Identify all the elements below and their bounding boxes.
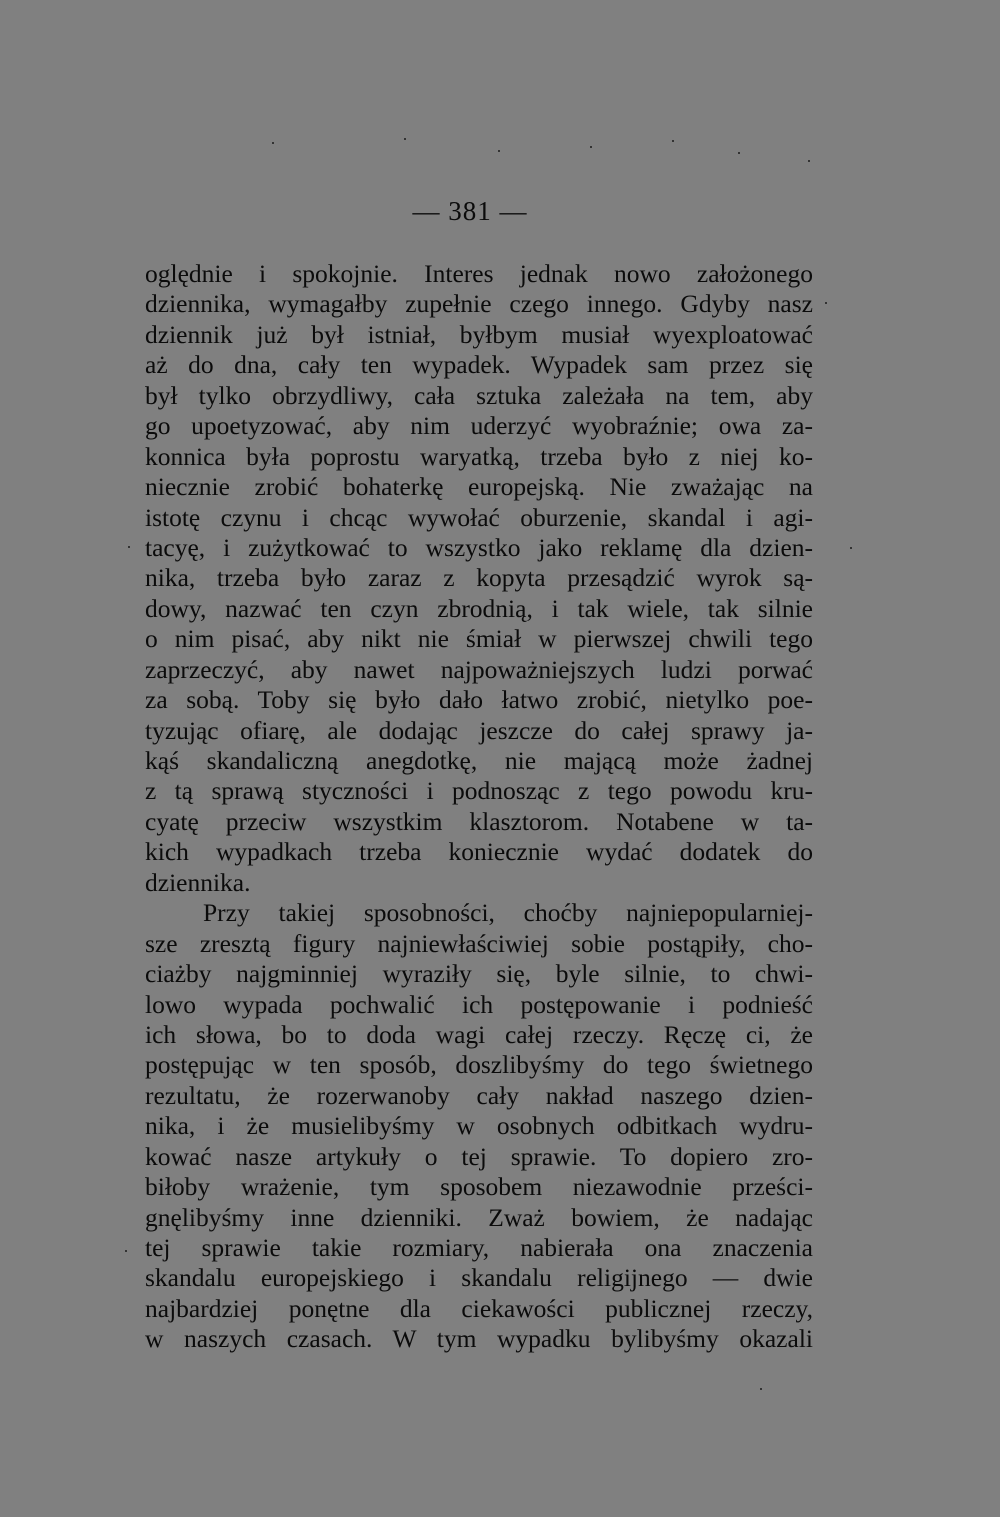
scan-speck xyxy=(808,160,810,162)
text-line: kować nasze artykuły o tej sprawie. To dopiero zro- xyxy=(145,1141,813,1171)
scan-speck xyxy=(850,547,852,549)
text-line: dziennika. xyxy=(145,867,251,897)
text-line: istotę czynu i chcąc wywołać oburzenie, skandal i agi- xyxy=(145,502,813,532)
scan-speck xyxy=(825,302,827,304)
text-line: nika, trzeba było zaraz z kopyta przesądzić wyrok są- xyxy=(145,563,813,593)
text-line: był tylko obrzydliwy, cała sztuka zależała na tem, aby xyxy=(145,380,813,410)
scan-speck xyxy=(128,546,130,548)
scan-speck xyxy=(590,146,592,148)
text-line: ich słowa, bo to doda wagi całej rzeczy. Ręczę ci, że xyxy=(145,1019,813,1049)
scan-speck xyxy=(125,1250,127,1252)
text-line: o nim pisać, aby nikt nie śmiał w pierwszej chwili tego xyxy=(145,624,813,654)
text-line: nika, i że musielibyśmy w osobnych odbitkach wydru- xyxy=(145,1111,813,1141)
text-line: konnica była poprostu waryatką, trzeba było z niej ko- xyxy=(145,441,813,471)
text-line: najbardziej ponętne dla ciekawości publicznej rzeczy, xyxy=(145,1293,813,1323)
text-line: dziennik już był istniał, byłbym musiał wyexploatować xyxy=(145,319,813,349)
text-line: gnęlibyśmy inne dzienniki. Zważ bowiem, że nadając xyxy=(145,1202,813,1232)
paragraph-1 xyxy=(145,259,813,898)
scan-speck xyxy=(272,142,274,144)
scan-speck xyxy=(498,150,500,152)
text-line: tacyę, i zużytkować to wszystko jako reklamę dla dzien- xyxy=(145,532,813,562)
text-line: go upoetyzować, aby nim uderzyć wyobraźnie; owa za- xyxy=(145,411,813,441)
scan-speck xyxy=(738,152,740,154)
text-line: oględnie i spokojnie. Interes jednak nowo założonego xyxy=(145,259,813,288)
text-line: dziennika, wymagałby zupełnie czego innego. Gdyby nasz xyxy=(145,289,813,319)
scan-speck xyxy=(404,138,406,140)
body-text xyxy=(145,259,813,1355)
text-line: aż do dna, cały ten wypadek. Wypadek sam przez się xyxy=(145,350,813,380)
text-line: postępując w ten sposób, doszlibyśmy do tego świetnego xyxy=(145,1050,813,1080)
text-line: biłoby wrażenie, tym sposobem niezawodnie prześci- xyxy=(145,1172,813,1202)
text-line: tej sprawie takie rozmiary, nabierała ona znaczenia xyxy=(145,1233,813,1262)
text-line: lowo wypada pochwalić ich postępowanie i podnieść xyxy=(145,989,813,1019)
page-number: — 381 — xyxy=(412,196,528,226)
text-line: niecznie zrobić bohaterkę europejską. Nie zważając na xyxy=(145,472,813,502)
text-line: zaprzeczyć, aby nawet najpoważniejszych ludzi porwać xyxy=(145,654,813,684)
text-line: w naszych czasach. W tym wypadku bylibyśmy okazali xyxy=(145,1324,813,1354)
text-line: kich wypadkach trzeba koniecznie wydać dodatek do xyxy=(145,837,813,867)
text-line: sze zresztą figury najniewłaściwiej sobie postąpiły, cho- xyxy=(145,928,813,958)
text-line: rezultatu, że rozerwanoby cały nakład naszego dzien- xyxy=(145,1080,813,1110)
scan-speck xyxy=(760,1388,762,1390)
text-line: kąś skandaliczną anegdotkę, nie mającą może żadnej xyxy=(145,746,813,775)
text-line: z tą sprawą styczności i podnosząc z tego powodu kru- xyxy=(145,776,813,806)
scan-speck xyxy=(672,140,674,142)
text-line: Przy takiej sposobności, choćby najniepopularniej- xyxy=(203,898,813,928)
text-line: skandalu europejskiego i skandalu religijnego — dwie xyxy=(145,1263,813,1293)
text-line: cyatę przeciw wszystkim klasztorom. Notabene w ta- xyxy=(145,806,813,836)
text-line: dowy, nazwać ten czyn zbrodnią, i tak wiele, tak silnie xyxy=(145,593,813,623)
paragraph-2 xyxy=(145,898,813,1355)
text-line: tyzując ofiarę, ale dodając jeszcze do całej sprawy ja- xyxy=(145,715,813,745)
text-line: ciażby najgminniej wyraziły się, byle silnie, to chwi- xyxy=(145,959,813,989)
text-line: za sobą. Toby się było dało łatwo zrobić, nietylko poe- xyxy=(145,685,813,715)
